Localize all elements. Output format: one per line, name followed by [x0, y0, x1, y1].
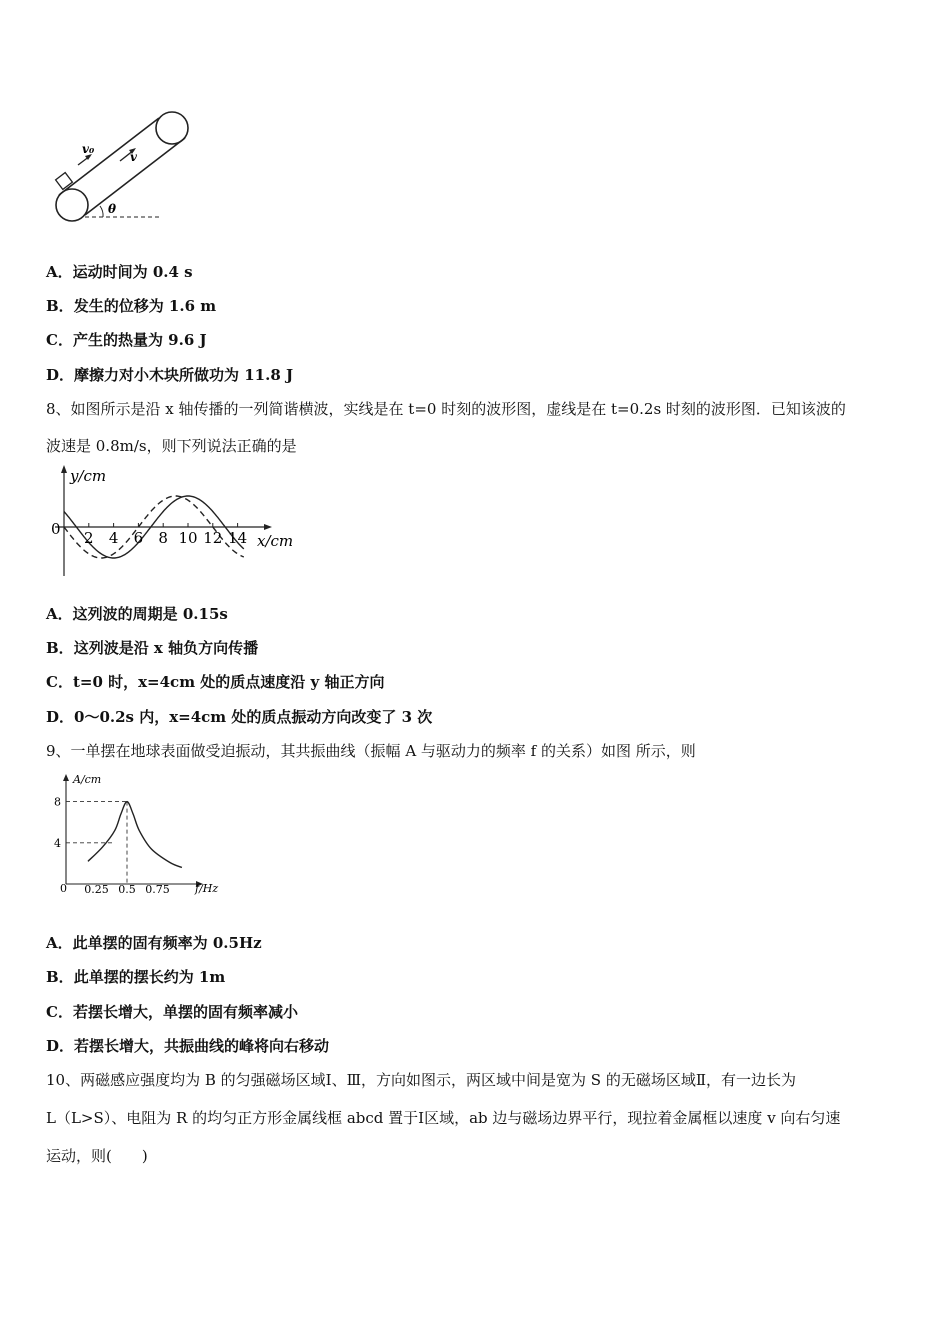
res-xtick-label-0.25: 0.25: [84, 883, 109, 896]
theta-label: θ: [108, 202, 117, 216]
res-xtick-label-0.5: 0.5: [118, 883, 136, 896]
q8-option-d: D．0～0.2s 内，x=4cm 处的质点振动方向改变了 3 次: [46, 708, 433, 726]
res-origin: 0: [60, 882, 67, 895]
wave-xtick-label-12: 12: [203, 529, 223, 547]
wave-y-arrow: [61, 465, 67, 473]
wave-xtick-label-6: 6: [133, 529, 144, 547]
wave-origin: 0: [51, 520, 61, 538]
wave-xtick-label-14: 14: [228, 529, 248, 547]
q10-stem-line2: L（L>S）、电阻为 R 的均匀正方形金属线框 abcd 置于Ⅰ区域，ab 边与磁场边界平行，现拉着金属框以速度 v 向右匀速: [46, 1109, 841, 1127]
v0-label: v₀: [82, 142, 95, 156]
q10-stem-line3: 运动，则( ): [46, 1147, 148, 1165]
q9-option-c: C．若摆长增大，单摆的固有频率减小: [46, 1003, 298, 1021]
q7-option-a: A．运动时间为 0.4 s: [46, 263, 193, 281]
q8-stem-line2: 波速是 0.8m/s，则下列说法正确的是: [46, 437, 297, 455]
res-ylabel: A/cm: [73, 773, 102, 786]
q8-option-c: C．t=0 时，x=4cm 处的质点速度沿 y 轴正方向: [46, 673, 385, 691]
res-ytick-label-4: 4: [54, 836, 61, 850]
resonance-chart: [48, 770, 238, 900]
wave-xtick-label-8: 8: [158, 529, 168, 547]
resonance-curve: [88, 802, 182, 868]
wave-xtick-label-2: 2: [84, 529, 94, 547]
q7-option-d: D．摩擦力对小木块所做功为 11.8 J: [46, 366, 294, 384]
res-xtick-label-0.75: 0.75: [145, 883, 170, 896]
q9-option-b: B．此单摆的摆长约为 1m: [46, 968, 226, 986]
q9-stem: 9、一单摆在地球表面做受迫振动，其共振曲线（振幅 A 与驱动力的频率 f 的关系）如图 所示，则: [46, 742, 696, 760]
wave-ylabel: y/cm: [70, 467, 107, 485]
v-label: v: [130, 150, 137, 164]
wave-chart: [45, 462, 315, 577]
wave-x-arrow: [264, 524, 272, 530]
q10-stem-line1: 10、两磁感应强度均为 B 的匀强磁场区域Ⅰ、Ⅲ，方向如图示，两区域中间是宽为 S 的无磁场区域Ⅱ，有一边长为: [46, 1071, 797, 1089]
q7-option-b: B．发生的位移为 1.6 m: [46, 297, 217, 315]
q8-option-a: A．这列波的周期是 0.15s: [46, 605, 228, 623]
q9-option-d: D．若摆长增大，共振曲线的峰将向右移动: [46, 1037, 330, 1055]
res-xlabel: f/Hz: [195, 882, 219, 895]
q7-option-c: C．产生的热量为 9.6 J: [46, 331, 207, 349]
wave-xtick-label-4: 4: [108, 529, 119, 547]
q8-stem-line1: 8、如图所示是沿 x 轴传播的一列简谐横波，实线是在 t=0 时刻的波形图，虚线是在 t=0.2s 时刻的波形图．已知该波的: [46, 400, 846, 418]
res-ytick-label-8: 8: [54, 795, 61, 809]
res-y-arrow: [63, 774, 69, 781]
wave-xtick-label-10: 10: [178, 529, 198, 547]
wave-xlabel: x/cm: [257, 532, 294, 550]
q9-option-a: A．此单摆的固有频率为 0.5Hz: [46, 934, 262, 952]
q8-option-b: B．这列波是沿 x 轴负方向传播: [46, 639, 259, 657]
conveyor-belt-figure: [50, 105, 200, 225]
